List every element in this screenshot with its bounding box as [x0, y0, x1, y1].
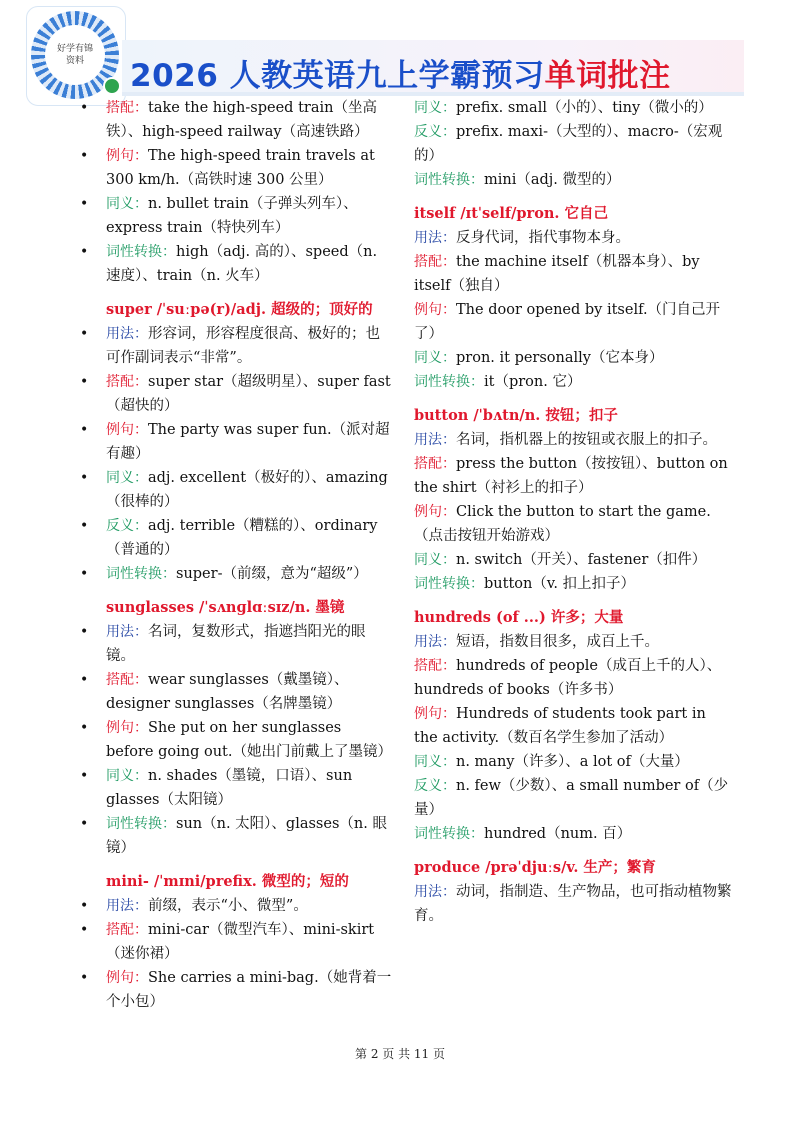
- annotation-label: 同义: [106, 196, 134, 212]
- annotation-label: 同义: [106, 470, 134, 486]
- annotation-item: • 用法：前缀，表示“小、微型”。: [80, 894, 392, 918]
- title-part-1: 2026 人教英语九上学霸预习: [130, 58, 545, 94]
- annotation-label: 用法: [106, 624, 134, 640]
- annotation-item: 搭配：press the button（按按钮）、button on the shirt（衬衫上的扣子）: [414, 456, 728, 496]
- annotation-item: • 词性转换：high（adj. 高的）、speed（n. 速度）、train（n. 火车）: [80, 240, 392, 288]
- annotation-label: 例句: [106, 970, 134, 986]
- annotation-label: 反义: [414, 778, 442, 794]
- annotation-item: 用法：反身代词，指代事物本身。: [414, 230, 630, 246]
- annotation-label: 词性转换: [414, 374, 470, 390]
- annotation-text: hundreds of people（成百上千的人）、hundreds of books（许多书）: [414, 658, 722, 698]
- annotation-item: 词性转换：mini（adj. 微型的）: [414, 172, 621, 188]
- annotation-item: • 例句：The party was super fun.（派对超有趣）: [80, 418, 392, 466]
- annotation-item: • 同义：n. bullet train（子弹头列车）、express train（特快列车）: [80, 192, 392, 240]
- annotation-text: hundred（num. 百）: [484, 826, 632, 842]
- entry-heading: itself /ɪtˈself/pron. 它自己: [414, 205, 609, 222]
- annotation-item: • 用法：名词，复数形式，指遮挡阳光的眼镜。: [80, 620, 392, 668]
- page-footer: 第 2 页 共 11 页: [355, 1047, 445, 1061]
- annotation-text: wear sunglasses（戴墨镜）、designer sunglasses（名牌墨镜）: [106, 672, 349, 712]
- annotation-item: • 词性转换：sun（n. 太阳）、glasses（n. 眼镜）: [80, 812, 392, 860]
- annotation-label: 反义: [106, 518, 134, 534]
- annotation-text: prefix. small（小的）、tiny（微小的）: [456, 100, 713, 116]
- annotation-label: 搭配: [106, 922, 134, 938]
- entry-heading: produce /prəˈdjuːs/v. 生产；繁育: [414, 859, 656, 876]
- annotation-text: She carries a mini-bag.（她背着一个小包）: [106, 970, 392, 1010]
- annotation-item: • 搭配：super star（超级明星）、super fast（超快的）: [80, 370, 392, 418]
- annotation-text: adj. excellent（极好的）、amazing（很棒的）: [106, 470, 388, 510]
- annotation-item: 例句：The door opened by itself.（门自己开了）: [414, 302, 721, 342]
- annotation-text: take the high-speed train（坐高铁）、high-speed railway（高速铁路）: [106, 100, 377, 140]
- annotation-item: 用法：名词，指机器上的按钮或衣服上的扣子。: [414, 432, 717, 448]
- annotation-label: 例句: [106, 720, 134, 736]
- annotation-text: mini-car（微型汽车）、mini-skirt（迷你裙）: [106, 922, 375, 962]
- entry-heading: super /ˈsuːpə(r)/adj. 超级的；顶好的: [106, 301, 373, 318]
- annotation-item: 用法：短语，指数目很多，成百上千。: [414, 634, 659, 650]
- annotation-text: Hundreds of students took part in the activity.（数百名学生参加了活动）: [414, 706, 706, 746]
- annotation-label: 同义: [414, 100, 442, 116]
- annotation-text: it（pron. 它）: [484, 374, 582, 390]
- annotation-item: 反义：prefix. maxi-（大型的）、macro-（宏观的）: [414, 124, 723, 164]
- miniprogram-icon: [103, 77, 121, 95]
- annotation-text: 前缀，表示“小、微型”。: [148, 898, 308, 914]
- annotation-label: 搭配: [106, 672, 134, 688]
- entry-heading: sunglasses /ˈsʌnɡlɑːsɪz/n. 墨镜: [106, 599, 345, 616]
- annotation-label: 同义: [414, 552, 442, 568]
- logo-line-1: 好学有锦: [56, 44, 93, 54]
- annotation-item: 同义：n. many（许多）、a lot of（大量）: [414, 754, 689, 770]
- annotation-text: The high-speed train travels at 300 km/h.（高铁时速 300 公里）: [106, 148, 375, 188]
- annotation-item: • 词性转换：super-（前缀，意为“超级”）: [80, 562, 392, 586]
- annotation-label: 例句: [106, 148, 134, 164]
- logo-text: [45, 25, 105, 85]
- annotation-text: 动词，指制造、生产物品，也可指动植物繁育。: [414, 884, 732, 924]
- annotation-label: 词性转换: [106, 816, 162, 832]
- annotation-text: n. few（少数）、a small number of（少量）: [414, 778, 729, 818]
- annotation-text: 名词，复数形式，指遮挡阳光的眼镜。: [106, 624, 366, 664]
- annotation-label: 词性转换: [414, 576, 470, 592]
- annotation-item: 搭配：the machine itself（机器本身）、by itself（独自）: [414, 254, 700, 294]
- annotation-item: 词性转换：hundred（num. 百）: [414, 826, 632, 842]
- annotation-text: She put on her sunglasses before going out.（她出门前戴上了墨镜）: [106, 720, 392, 760]
- annotation-text: 形容词，形容程度很高、极好的；也可作副词表示“非常”。: [106, 326, 380, 366]
- annotation-label: 词性转换: [414, 172, 470, 188]
- annotation-label: 例句: [414, 706, 442, 722]
- entry-heading: mini- /ˈmɪni/prefix. 微型的；短的: [106, 873, 349, 890]
- annotation-text: n. shades（墨镜，口语）、sun glasses（太阳镜）: [106, 768, 353, 808]
- qr-code-logo: [26, 6, 126, 106]
- annotation-text: press the button（按按钮）、button on the shirt（衬衫上的扣子）: [414, 456, 728, 496]
- annotation-item: 搭配：hundreds of people（成百上千的人）、hundreds of books（许多书）: [414, 658, 722, 698]
- annotation-text: The party was super fun.（派对超有趣）: [106, 422, 390, 462]
- annotation-label: 词性转换: [414, 826, 470, 842]
- annotation-item: 用法：动词，指制造、生产物品，也可指动植物繁育。: [414, 884, 732, 924]
- annotation-label: 词性转换: [106, 244, 162, 260]
- annotation-label: 用法: [106, 898, 134, 914]
- page-title: [130, 50, 671, 95]
- annotation-label: 搭配: [414, 658, 442, 674]
- annotation-label: 用法: [414, 432, 442, 448]
- annotation-label: 用法: [414, 884, 442, 900]
- annotation-item: 例句：Click the button to start the game.（点击按钮开始游戏）: [414, 504, 711, 544]
- right-column: [414, 96, 734, 928]
- annotation-item: • 同义：adj. excellent（极好的）、amazing（很棒的）: [80, 466, 392, 514]
- annotation-item: • 用法：形容词，形容程度很高、极好的；也可作副词表示“非常”。: [80, 322, 392, 370]
- annotation-text: 短语，指数目很多，成百上千。: [456, 634, 659, 650]
- annotation-text: n. switch（开关）、fastener（扣件）: [456, 552, 707, 568]
- annotation-label: 例句: [106, 422, 134, 438]
- annotation-label: 同义: [414, 754, 442, 770]
- entry-heading: hundreds (of ...) 许多；大量: [414, 609, 624, 626]
- annotation-label: 搭配: [106, 374, 134, 390]
- annotation-item: • 搭配：mini-car（微型汽车）、mini-skirt（迷你裙）: [80, 918, 392, 966]
- annotation-label: 用法: [106, 326, 134, 342]
- annotation-text: pron. it personally（它本身）: [456, 350, 664, 366]
- annotation-text: high（adj. 高的）、speed（n. 速度）、train（n. 火车）: [106, 244, 378, 284]
- annotation-item: • 搭配：take the high-speed train（坐高铁）、high-speed railway（高速铁路）: [80, 96, 392, 144]
- annotation-text: super-（前缀，意为“超级”）: [176, 566, 368, 582]
- annotation-item: • 例句：She put on her sunglasses before going out.（她出门前戴上了墨镜）: [80, 716, 392, 764]
- annotation-text: Click the button to start the game.（点击按钮开始游戏）: [414, 504, 711, 544]
- annotation-item: 同义：pron. it personally（它本身）: [414, 350, 664, 366]
- annotation-text: The door opened by itself.（门自己开了）: [414, 302, 721, 342]
- annotation-item: 反义：n. few（少数）、a small number of（少量）: [414, 778, 729, 818]
- left-column: [80, 96, 392, 1014]
- annotation-text: 名词，指机器上的按钮或衣服上的扣子。: [456, 432, 717, 448]
- annotation-text: prefix. maxi-（大型的）、macro-（宏观的）: [414, 124, 723, 164]
- annotation-label: 反义: [414, 124, 442, 140]
- annotation-text: n. bullet train（子弹头列车）、express train（特快列车）: [106, 196, 358, 236]
- annotation-item: 同义：n. switch（开关）、fastener（扣件）: [414, 552, 707, 568]
- annotation-item: • 同义：n. shades（墨镜，口语）、sun glasses（太阳镜）: [80, 764, 392, 812]
- annotation-item: 例句：Hundreds of students took part in the activity.（数百名学生参加了活动）: [414, 706, 706, 746]
- annotation-item: • 反义：adj. terrible（糟糕的）、ordinary（普通的）: [80, 514, 392, 562]
- title-part-2: 单词批注: [544, 58, 671, 94]
- entry-heading: button /ˈbʌtn/n. 按钮；扣子: [414, 407, 618, 424]
- annotation-label: 例句: [414, 302, 442, 318]
- annotation-label: 搭配: [414, 456, 442, 472]
- annotation-item: • 例句：The high-speed train travels at 300 km/h.（高铁时速 300 公里）: [80, 144, 392, 192]
- annotation-text: super star（超级明星）、super fast（超快的）: [106, 374, 391, 414]
- annotation-item: 词性转换：it（pron. 它）: [414, 374, 582, 390]
- annotation-label: 搭配: [106, 100, 134, 116]
- logo-line-2: 资料: [65, 56, 84, 66]
- annotation-text: sun（n. 太阳）、glasses（n. 眼镜）: [106, 816, 387, 856]
- annotation-item: 同义：prefix. small（小的）、tiny（微小的）: [414, 100, 713, 116]
- annotation-label: 例句: [414, 504, 442, 520]
- annotation-label: 词性转换: [106, 566, 162, 582]
- annotation-text: n. many（许多）、a lot of（大量）: [456, 754, 689, 770]
- annotation-item: • 例句：She carries a mini-bag.（她背着一个小包）: [80, 966, 392, 1014]
- annotation-label: 用法: [414, 230, 442, 246]
- annotation-item: 词性转换：button（v. 扣上扣子）: [414, 576, 636, 592]
- annotation-label: 用法: [414, 634, 442, 650]
- annotation-label: 同义: [414, 350, 442, 366]
- annotation-text: button（v. 扣上扣子）: [484, 576, 636, 592]
- annotation-label: 同义: [106, 768, 134, 784]
- annotation-text: the machine itself（机器本身）、by itself（独自）: [414, 254, 700, 294]
- annotation-label: 搭配: [414, 254, 442, 270]
- annotation-text: 反身代词，指代事物本身。: [456, 230, 630, 246]
- annotation-item: • 搭配：wear sunglasses（戴墨镜）、designer sunglasses（名牌墨镜）: [80, 668, 392, 716]
- annotation-text: adj. terrible（糟糕的）、ordinary（普通的）: [106, 518, 378, 558]
- annotation-text: mini（adj. 微型的）: [484, 172, 621, 188]
